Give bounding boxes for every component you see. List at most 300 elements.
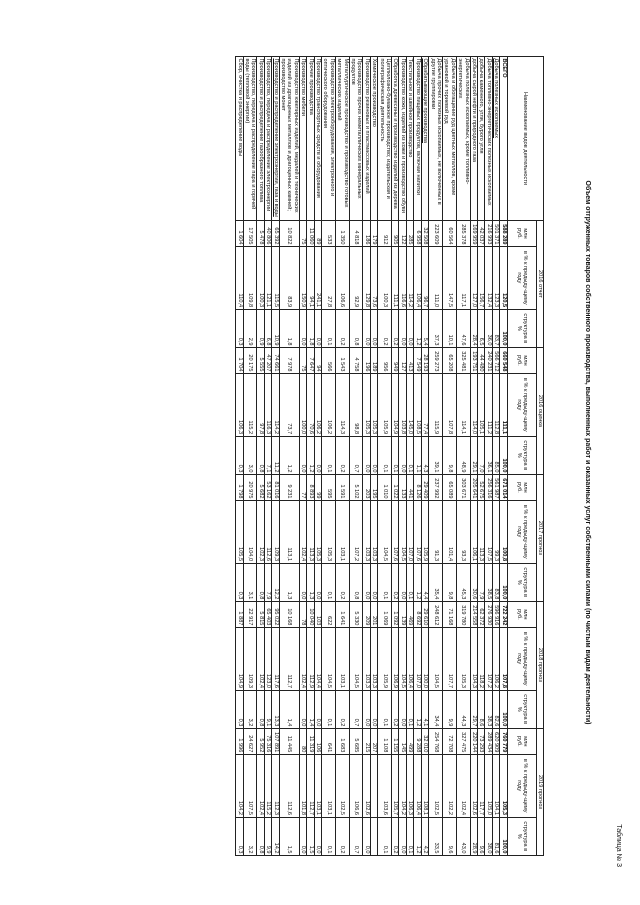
row-value: 0,0 [399, 690, 406, 728]
row-value: 203 [363, 474, 370, 500]
row-value: 0,1 [378, 563, 392, 601]
row-value: 101,8 [299, 754, 306, 817]
table-row [272, 57, 279, 856]
row-name: Обрабатывающие производства [421, 57, 428, 221]
row-value: 256 316 [485, 474, 492, 500]
row-value: 71 168 [442, 601, 456, 627]
header-sub: в % к предыду-щему году [507, 500, 536, 563]
row-value: 106,1 [470, 500, 477, 563]
row-value: 17 505 [243, 221, 257, 247]
row-value: 133 [399, 474, 406, 500]
row-value: 9,8 [442, 563, 456, 601]
row-value: 107,8 [500, 627, 507, 690]
row-value: 209 [363, 601, 370, 627]
row-value: 105,9 [421, 500, 428, 563]
row-value: 89 [314, 221, 321, 247]
row-value: 106,3 [236, 373, 243, 436]
table-row [392, 57, 399, 856]
row-value: 7 549 [414, 347, 421, 373]
row-value: 65 392 [272, 221, 279, 247]
header-period: 2016 отчет [536, 221, 543, 348]
row-value: 0,1 [406, 436, 413, 474]
row-name: Производство транспортных средств и оборудования [314, 57, 321, 221]
row-value: 114,2 [272, 373, 279, 436]
row-value: 107,8 [442, 373, 456, 436]
row-value: 0,2 [335, 309, 349, 347]
row-value: 223 609 [429, 221, 443, 247]
row-value: 1,2 [414, 817, 421, 855]
header-sub: млн руб. [507, 474, 536, 500]
row-value: 9,8 [442, 436, 456, 474]
row-value: 1,3 [307, 563, 314, 601]
row-value: 102,3 [257, 500, 264, 563]
row-value: 0,0 [406, 309, 413, 347]
row-value: 0,2 [392, 309, 399, 347]
row-value: 52 675 [477, 474, 484, 500]
table-row [429, 57, 443, 856]
row-value: 118,2 [477, 627, 484, 690]
row-value: 83,9 [279, 247, 299, 310]
table-row [264, 57, 271, 856]
row-value: 106,4 [414, 754, 421, 817]
row-value: 132,4 [485, 247, 492, 310]
header-sub: структура в % [507, 817, 536, 855]
row-value: 111,1 [500, 373, 507, 436]
row-value: 115,9 [429, 373, 443, 436]
row-value: 100,0 [500, 309, 507, 347]
table-row [370, 57, 377, 856]
row-value: 100,0 [500, 817, 507, 855]
row-value: 0,1 [406, 690, 413, 728]
row-value: 104,5 [399, 500, 406, 563]
row-value: 123,0 [264, 627, 271, 690]
row-value: 105,3 [314, 500, 321, 563]
row-value: 760 779 [500, 728, 507, 754]
header-sub: млн руб. [507, 221, 536, 247]
row-value: 254 768 [429, 728, 443, 754]
row-value: 116,6 [399, 247, 406, 310]
row-value: 561 987 [492, 474, 499, 500]
row-value: 11 060 [307, 221, 314, 247]
data-table [235, 56, 544, 856]
row-value: 1 069 [378, 601, 392, 627]
row-value: 38,3 [485, 690, 492, 728]
row-value: 109,3 [272, 500, 279, 563]
row-value: 100,8 [500, 500, 507, 563]
header-sub: в % к предыду-щему году [507, 373, 536, 436]
row-value: 106,4 [414, 247, 421, 310]
row-value: 103,8 [399, 373, 406, 436]
row-value: 53 162 [264, 474, 271, 500]
row-value: 147,5 [442, 247, 456, 310]
row-value: 1,2 [307, 436, 314, 474]
table-row [243, 57, 257, 856]
row-value: 285 [406, 221, 413, 247]
row-value: 104,9 [236, 627, 243, 690]
row-value: 0,8 [257, 690, 264, 728]
row-value: 102,4 [456, 754, 470, 817]
row-value: 102,6 [470, 754, 477, 817]
row-value: 0,0 [399, 563, 406, 601]
row-value: 100,0 [500, 563, 507, 601]
row-value: 13,3 [272, 690, 279, 728]
row-name: Сбор, очистка и распределение воды [236, 57, 243, 221]
row-value: 9 231 [279, 474, 299, 500]
row-value: 102,6 [363, 754, 370, 817]
row-value: 94 [314, 347, 321, 373]
row-value: 0,2 [335, 436, 349, 474]
table-row [500, 57, 507, 856]
row-value: 8,6 [477, 690, 484, 728]
row-value: 104,5 [349, 627, 363, 690]
row-value: 107,7 [442, 627, 456, 690]
row-value: 35,4 [429, 563, 443, 601]
row-value: 98,8 [349, 373, 363, 436]
row-value: 103,1 [322, 754, 336, 817]
row-value: 1,4 [279, 690, 299, 728]
row-name: Производство, передача и распределение электроэнергии [264, 57, 271, 221]
row-value: 106,2 [492, 627, 499, 690]
row-value: 0,1 [378, 436, 392, 474]
row-value: 259 273 [429, 347, 443, 373]
row-value: 7,9 [477, 563, 484, 601]
table-row [399, 57, 406, 856]
row-value: 83,7 [492, 309, 499, 347]
row-value: 102,4 [299, 500, 306, 563]
table-row [456, 57, 470, 856]
row-value: 3,2 [243, 690, 257, 728]
row-value: 103 [314, 601, 321, 627]
row-value: 7 978 [279, 347, 299, 373]
row-value: 105,3 [322, 500, 336, 563]
row-name: ВСЕГО [500, 57, 507, 221]
row-value: 80 [299, 728, 306, 754]
row-value: 114,0 [470, 373, 477, 436]
row-value: 0,2 [335, 690, 349, 728]
row-value: 0,0 [363, 309, 370, 347]
row-value: 145 [399, 728, 406, 754]
row-value: 0,0 [299, 817, 306, 855]
row-value: 11 445 [279, 728, 299, 754]
row-name: Добыча полезных ископаемых [492, 57, 499, 221]
row-value: 0,1 [406, 817, 413, 855]
row-value: 115,2 [243, 373, 257, 436]
row-value: 1,1 [414, 436, 421, 474]
row-value: 501 371 [492, 221, 499, 247]
row-value: 104,5 [378, 500, 392, 563]
row-value: 0,1 [392, 436, 399, 474]
row-value: 156,7 [477, 247, 484, 310]
row-name: Производство пищевых продуктов, включая напитки [414, 57, 421, 221]
row-value: 0,0 [363, 563, 370, 601]
row-value: 186 [363, 221, 370, 247]
row-value: 22 917 [243, 601, 257, 627]
row-value: 47 207 [264, 347, 271, 373]
row-value: 109,3 [243, 627, 257, 690]
row-value: 0,9 [257, 309, 264, 347]
row-name: Производство кожи, изделий из кожи и производство обуви [399, 57, 406, 221]
table-row [378, 57, 392, 856]
row-value: 1,4 [307, 690, 314, 728]
header-sub: структура в % [507, 436, 536, 474]
row-value: 0,0 [370, 563, 377, 601]
row-value: 0,2 [378, 309, 392, 347]
row-value: 0,0 [314, 563, 321, 601]
row-value: 276 930 [485, 601, 492, 627]
row-name: добыча сырой нефти и природного газа [470, 57, 477, 221]
row-value: 72 708 [442, 728, 456, 754]
row-value: 0,0 [363, 690, 370, 728]
row-value: 7,0 [477, 436, 484, 474]
row-value: 193 751 [470, 347, 477, 373]
row-value: 117,7 [477, 754, 484, 817]
row-value: 588 289 [500, 221, 507, 247]
row-value: 0,3 [236, 436, 243, 474]
row-value: 1,2 [414, 309, 421, 347]
row-value: 107,0 [414, 627, 421, 690]
row-value: 65 403 [264, 601, 271, 627]
row-value: 78 [299, 601, 306, 627]
row-value: 195 [370, 474, 377, 500]
row-value: 127 [399, 347, 406, 373]
row-value: 216 993 [485, 221, 492, 247]
table-row [492, 57, 499, 856]
row-value: 103,1 [335, 500, 349, 563]
document-title: Объем отгруженных товаров собственного производства, выполненных работ и оказанных услуг собственными силами (по чистым видам деятельности) [584, 180, 591, 725]
row-value: 106,9 [392, 627, 399, 690]
row-value: 115,5 [272, 247, 279, 310]
row-value: 104,9 [392, 373, 399, 436]
row-value: 4 758 [349, 347, 363, 373]
row-value: 3,2 [243, 817, 257, 855]
row-value: 34,4 [429, 690, 443, 728]
row-value: 77 [299, 474, 306, 500]
row-value: 94,1 [307, 247, 314, 310]
row-value: 1 543 [335, 347, 349, 373]
row-value: 0,3 [236, 309, 243, 347]
row-value: 0,0 [314, 309, 321, 347]
row-value: 75 [299, 221, 306, 247]
row-value: 0,3 [236, 563, 243, 601]
row-value: 3,0 [243, 436, 257, 474]
row-value: 179 [370, 221, 377, 247]
row-value: 1,8 [279, 309, 299, 347]
row-name: Текстильное и швейное производство [406, 57, 413, 221]
row-value: 169 959 [470, 221, 477, 247]
row-value: 105,9 [378, 627, 392, 690]
row-name: Производство, передача и распределение пара и горячей воды (тепловой энергии) [243, 57, 257, 221]
row-value: 106,2 [314, 373, 321, 436]
row-value: 111,0 [429, 247, 443, 310]
header-sub: млн руб. [507, 347, 536, 373]
row-value: 104,3 [470, 627, 477, 690]
row-value: 129,8 [363, 247, 370, 310]
row-value: 107,6 [392, 500, 399, 563]
row-value: 99,3 [492, 500, 499, 563]
row-value: 100,0 [421, 627, 428, 690]
row-value: 241,1 [314, 247, 321, 310]
header-period: 2019 прогноз [536, 728, 543, 855]
row-value: 114,2 [406, 247, 413, 310]
row-value: 0,0 [314, 436, 321, 474]
row-value: 10,9 [272, 309, 279, 347]
row-value: 20 175 [243, 347, 257, 373]
row-value: 1,8 [307, 309, 314, 347]
row-value: 215 [363, 728, 370, 754]
row-value: 123,3 [492, 247, 499, 310]
row-value: 99 [314, 474, 321, 500]
row-value: 2,9 [243, 309, 257, 347]
row-value: 1 604 [236, 221, 243, 247]
row-value: 111,2 [485, 373, 492, 436]
row-value: 83,8 [492, 563, 499, 601]
header-period: 2016 оценка [536, 347, 543, 474]
row-value: 82,6 [492, 690, 499, 728]
row-value: 0,0 [370, 690, 377, 728]
row-value: 5 478 [257, 221, 264, 247]
row-value: 100,0 [500, 690, 507, 728]
row-value: 1 798 [236, 474, 243, 500]
row-value: 0,0 [370, 436, 377, 474]
table-row [307, 57, 314, 856]
row-value: 319 780 [456, 601, 470, 627]
table-row [470, 57, 477, 856]
row-value: 1 092 [392, 601, 399, 627]
row-value: 11 319 [307, 728, 314, 754]
row-value: 8 126 [414, 474, 421, 500]
row-value: 0,2 [335, 563, 349, 601]
row-value: 29 409 [421, 474, 428, 500]
row-value: 0,1 [322, 690, 336, 728]
row-value: 0,2 [335, 817, 349, 855]
row-value: 5 330 [349, 601, 363, 627]
row-value: 6 958 [414, 221, 421, 247]
row-value: 0,8 [257, 817, 264, 855]
row-value: 100,3 [378, 247, 392, 310]
row-value: 0,8 [349, 309, 363, 347]
row-value: 110,4 [236, 247, 243, 310]
table-row [363, 57, 370, 856]
row-value: 0,0 [299, 436, 306, 474]
row-value: 641 [322, 728, 336, 754]
row-value: 620 909 [492, 728, 499, 754]
row-value: 0,0 [399, 817, 406, 855]
row-value: 9 288 [414, 728, 421, 754]
row-value: 105,0 [485, 754, 492, 817]
row-value: 1,5 [279, 817, 299, 855]
row-value: 105,3 [370, 373, 377, 436]
row-value: 912 [378, 221, 392, 247]
row-value: 32 508 [421, 221, 428, 247]
row-value: 33,5 [429, 817, 443, 855]
row-value [370, 754, 377, 817]
row-value: 122 [399, 221, 406, 247]
row-value: 9,9 [442, 690, 456, 728]
row-value: 112,6 [264, 500, 271, 563]
row-value: 112,7 [279, 627, 299, 690]
header-name: Наименование видов деятельности [507, 57, 543, 221]
row-value: 0,2 [392, 563, 399, 601]
row-value: 0,7 [349, 817, 363, 855]
row-value: 102,4 [257, 627, 264, 690]
row-value: 117,6 [272, 627, 279, 690]
row-value: 0,1 [378, 690, 392, 728]
row-value: 81,6 [492, 817, 499, 855]
row-value: 29 610 [421, 601, 428, 627]
row-value: 73,7 [279, 373, 299, 436]
row-value: 0,0 [370, 309, 377, 347]
row-value: 37,3 [429, 309, 443, 347]
row-name: Производство и распределение газообразного топлива [257, 57, 264, 221]
row-value: 106,6 [349, 754, 363, 817]
row-value: 30,6 [470, 563, 477, 601]
row-value: 441 [406, 474, 413, 500]
row-value: 205 641 [470, 474, 477, 500]
row-value: 44 480 [477, 347, 484, 373]
row-value [370, 817, 377, 855]
row-name: Производство электрооборудования, электронного и оптического оборудования [322, 57, 336, 221]
row-value: 4,3 [421, 436, 428, 474]
row-value: 0,2 [392, 690, 399, 728]
row-value: 660 548 [500, 347, 507, 373]
table-row [406, 57, 413, 856]
row-value: 29,7 [470, 690, 477, 728]
row-value: 196 [363, 347, 370, 373]
row-name: Производство ювелирных изделий, медалей и технических изделий из драгоценных металлов и драгоценных камней; производство монет [279, 57, 299, 221]
row-value: 107,2 [349, 500, 363, 563]
row-value: 108,1 [421, 754, 428, 817]
table-row [477, 57, 484, 856]
row-value: 105,5 [236, 500, 243, 563]
header-period: 2017 прогноз [536, 474, 543, 601]
row-value: 102,5 [335, 754, 349, 817]
row-value: 12,2 [272, 563, 279, 601]
row-name: Добыча полезных ископаемых, кроме топливно-энергетических [456, 57, 470, 221]
row-value: 413 [406, 347, 413, 373]
row-value: 43,0 [456, 817, 470, 855]
row-value: 325 481 [456, 347, 470, 373]
row-value: 949 [392, 347, 399, 373]
header-sub: в % к предыду-щему году [507, 627, 536, 690]
row-value: 105,9 [378, 373, 392, 436]
row-value: 248 612 [429, 601, 443, 627]
row-value: 0,1 [406, 563, 413, 601]
row-value: 107,5 [485, 500, 492, 563]
row-value: 0,1 [378, 817, 392, 855]
row-value: 0,1 [322, 817, 336, 855]
row-value: 100,0 [500, 436, 507, 474]
row-value: 566 712 [492, 347, 499, 373]
row-value: 108,5 [414, 373, 421, 436]
row-value: 73 293 [477, 728, 484, 754]
row-value: 107,6 [414, 500, 421, 563]
table-row [421, 57, 428, 856]
row-value: 107,0 [406, 500, 413, 563]
row-value: 0,1 [322, 563, 336, 601]
row-value: 112,9 [307, 627, 314, 690]
row-value: 4,2 [421, 817, 428, 855]
row-value: 10 168 [279, 601, 299, 627]
row-value: 73,6 [370, 247, 377, 310]
header-sub: в % к предыду-щему году [507, 754, 536, 817]
table-row [322, 57, 336, 856]
row-value: 5 102 [349, 474, 363, 500]
row-value: 214 558 [470, 601, 477, 627]
row-value: 104,5 [429, 627, 443, 690]
row-value: 42 037 [477, 221, 484, 247]
row-value: 7,1 [264, 436, 271, 474]
row-value: 671 014 [500, 474, 507, 500]
